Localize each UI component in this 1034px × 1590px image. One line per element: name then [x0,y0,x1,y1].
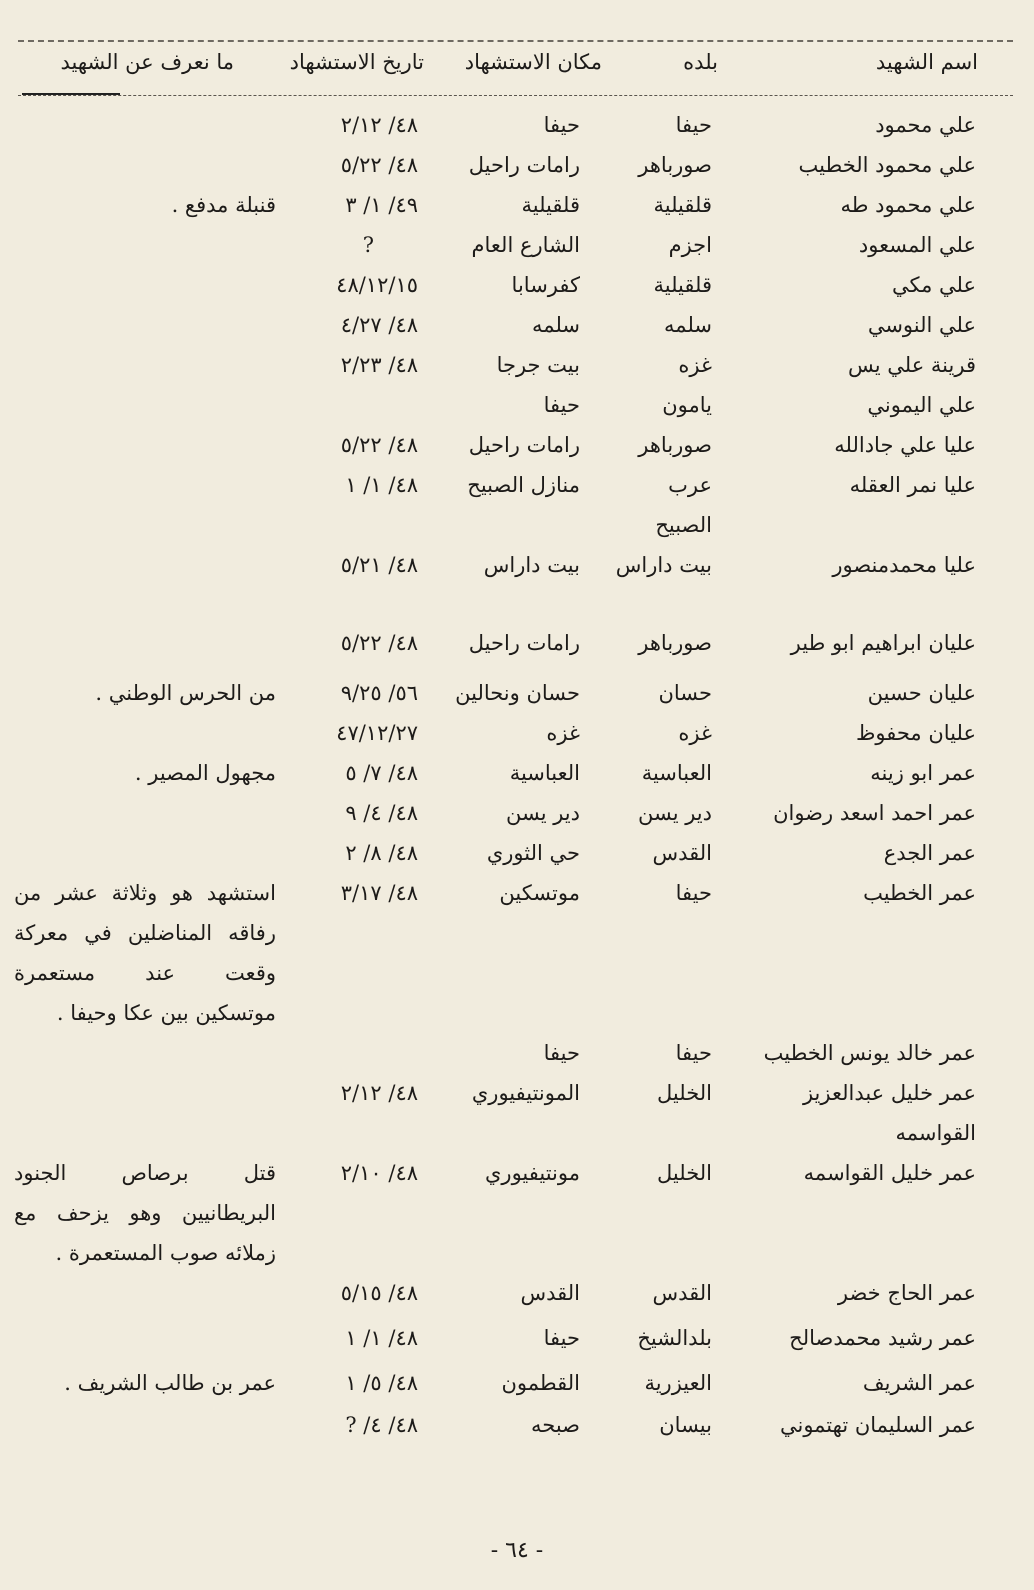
cell-place: المونتيفيوري [471,1081,580,1105]
cell-place: بيت جرجا [496,353,580,377]
cell-name: عمر السليمان تهتموني [779,1413,976,1437]
cell-town: القدس [652,1281,712,1305]
cell-note: عمر بن طالب الشريف . [64,1371,276,1395]
cell-note: قتل برصاص الجنود البريطانيين وهو يزحف مع زملائه صوب المستعمرة . [14,1161,276,1265]
cell-name: علي المسعود [858,233,976,257]
cell-name: عمر خالد يونس الخطيب [763,1041,976,1065]
cell-place: دير يسن [505,801,580,825]
cell-name: عمر الحاج خضر [837,1281,976,1305]
cell-name: عليا علي جادالله [834,433,976,457]
cell-place: حيفا [543,113,580,137]
cell-name: عليان ابراهيم ابو طير [790,631,976,655]
cell-place: قلقيلية [521,193,580,217]
cell-town: قلقيلية [653,273,712,297]
cell-date: ٤٨/ ٥/٢٢ [340,153,418,177]
cell-note: مجهول المصير . [134,761,276,785]
cell-date: ٤٨/ ٥/٢١ [340,553,418,577]
cell-town: يامون [662,393,712,417]
cell-date: ٤٨/ ٢/١٠ [340,1161,418,1185]
cell-place: الشارع العام [471,233,580,257]
cell-date: ٤٨/ ٤/ ? [345,1413,418,1437]
cell-date: ٤٨/ ٥/١٥ [340,1281,418,1305]
cell-place: رامات راحيل [468,433,580,457]
cell-name: عليان محفوظ [855,721,976,745]
cell-town: صورباهر [638,153,712,177]
header-place: مكان الاستشهاد [464,50,602,74]
cell-name: عمر احمد اسعد رضوان [773,801,976,825]
cell-date: ٤٨/ ٢/٢٣ [340,353,418,377]
cell-place: حسان ونحالين [455,681,580,705]
cell-place: كفرسابا [511,273,580,297]
cell-place: حي الثوري [486,841,580,865]
header-date: تاريخ الاستشهاد [289,50,424,74]
cell-town: صورباهر [638,631,712,655]
cell-date: ٤٨/ ٥/٢٢ [340,433,418,457]
cell-town: حيفا [675,881,712,905]
cell-town: عرب الصبيح [655,473,712,537]
cell-name: عمر الشريف [862,1371,976,1395]
cell-name: عمر الجدع [883,841,976,865]
cell-place: منازل الصبيح [467,473,580,497]
cell-name: علي النوسي [867,313,976,337]
cell-name: عمر خليل القواسمه [803,1161,976,1185]
cell-date: ٤٨/ ١/ ١ [345,473,418,497]
cell-name: علي محمود الخطيب [798,153,976,177]
header-notes: ما نعرف عن الشهيد [60,50,234,74]
cell-place: حيفا [543,393,580,417]
cell-town: حيفا [675,1041,712,1065]
cell-town: قلقيلية [653,193,712,217]
cell-date: ٤٨/١٢/١٥ [336,273,418,297]
cell-town: بيسان [659,1413,712,1437]
cell-name: علي اليموني [867,393,976,417]
cell-town: بلدالشيخ [637,1326,712,1350]
cell-place: العباسية [509,761,580,785]
cell-place: حيفا [543,1041,580,1065]
cell-name: عمر ابو زينه [870,761,976,785]
cell-name: عليان حسين [867,681,976,705]
cell-town: اجزم [668,233,712,257]
cell-date: ٤٨/ ١/ ١ [345,1326,418,1350]
cell-town: غزه [678,721,712,745]
cell-place: بيت داراس [483,553,580,577]
cell-place: سلمه [532,313,580,337]
cell-name: علي مكي [891,273,976,297]
cell-date: ٤٩/ ١/ ٣ [345,193,418,217]
cell-name: علي محمود طه [840,193,976,217]
cell-place: رامات راحيل [468,631,580,655]
cell-date: ٤٨/ ٥/ ١ [345,1371,418,1395]
cell-town: القدس [652,841,712,865]
cell-name: عمر رشيد محمدصالح [789,1326,976,1350]
cell-date: ٤٨/ ٤/٢٧ [340,313,418,337]
cell-date: ٤٨/ ٢/١٢ [340,113,418,137]
page-number: - ٦٤ - [490,1538,544,1563]
cell-town: غزه [678,353,712,377]
header-name: اسم الشهيد [875,50,978,74]
cell-place: القدس [520,1281,580,1305]
cell-date: ٤٧/١٢/٢٧ [336,721,418,745]
cell-place: حيفا [543,1326,580,1350]
cell-date: ٥٦/ ٩/٢٥ [340,681,418,705]
cell-name: قرينة علي يس [847,353,976,377]
cell-place: القطمون [501,1371,580,1395]
cell-place: موتسكين [499,881,580,905]
cell-name: عليا محمدمنصور [832,553,976,577]
cell-town: حسان [658,681,712,705]
cell-place: غزه [546,721,580,745]
cell-place: صبحه [531,1413,580,1437]
cell-town: الخليل [657,1081,712,1105]
cell-town: بيت داراس [615,553,712,577]
cell-town: العيزرية [644,1371,712,1395]
cell-town: سلمه [664,313,712,337]
cell-town: دير يسن [637,801,712,825]
cell-date: ٤٨/ ٤/ ٩ [345,801,418,825]
cell-place: مونتيفيوري [484,1161,580,1185]
cell-date: ٤٨/ ٣/١٧ [340,881,418,905]
cell-note: من الحرس الوطني . [95,681,276,705]
cell-note: استشهد هو وثلاثة عشر من رفاقه المناضلين في معركة وقعت عند مستعمرة موتسكين بين عكا وحيفا . [14,881,276,1025]
cell-town: العباسية [641,761,712,785]
cell-date: ٤٨/ ٥/٢٢ [340,631,418,655]
cell-note: قنبلة مدفع . [171,193,276,217]
cell-name: عمر خليل عبدالعزيز القواسمه [802,1081,976,1145]
cell-name: عمر الخطيب [863,881,976,905]
cell-name: عليا نمر العقله [849,473,976,497]
cell-place: رامات راحيل [468,153,580,177]
cell-date: ? [362,233,374,257]
cell-town: صورباهر [638,433,712,457]
cell-date: ٤٨/ ٨/ ٢ [345,841,418,865]
cell-town: الخليل [657,1161,712,1185]
cell-date: ٤٨/ ٢/١٢ [340,1081,418,1105]
header-town: بلده [683,50,718,74]
cell-date: ٤٨/ ٧/ ٥ [345,761,418,785]
cell-name: علي محمود [875,113,976,137]
cell-town: حيفا [675,113,712,137]
